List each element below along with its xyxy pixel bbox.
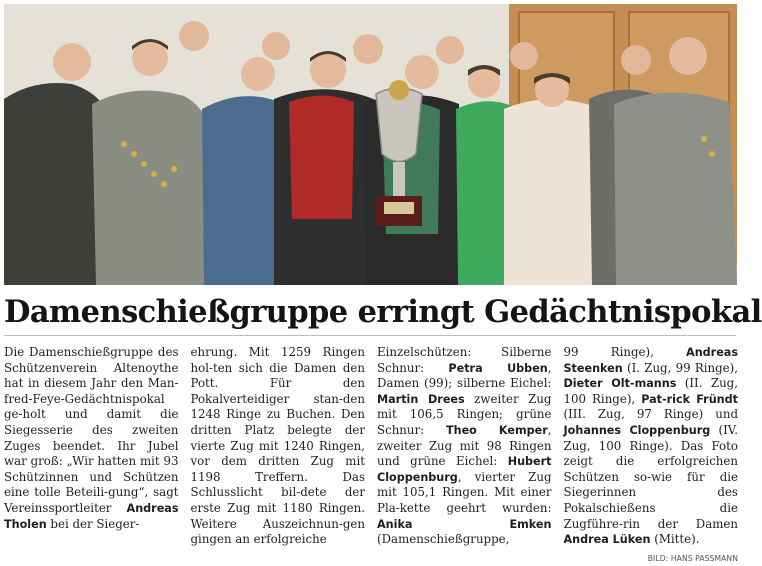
article-column-3 xyxy=(377,345,552,547)
body-text: , Damen (99); silberne Eichel: xyxy=(377,360,552,391)
article-column-2 xyxy=(190,345,366,547)
group-photo xyxy=(4,4,737,285)
body-text: Die Damenschießgruppe des Schützenverein Altenoythe hat in diesem Jahr den Man-fred-Feye-Gedächtnispokal ge-holt und damit die Siegesserie des zweiten Zuges beendet. Ihr Jubel war groß: „Wir hatten mit 93 Schützinnen und Schützen eine tolle Beteili-gung“, sagt Vereinssportleiter xyxy=(4,345,179,515)
headline-divider xyxy=(4,335,736,336)
trophy-icon xyxy=(376,80,422,226)
article-headline: Damenschießgruppe erringt Gedächtnispokal xyxy=(4,294,762,330)
person-name: Andreas Tholen xyxy=(4,501,179,531)
person-name: Anika Emken xyxy=(377,517,552,531)
body-text: (I. Zug, 99 Ringe), xyxy=(622,360,738,375)
person-name: Martin Drees xyxy=(377,392,465,406)
person-name: Andrea Lüken xyxy=(563,533,651,547)
article-body xyxy=(4,345,738,563)
body-text: zweiter Zug mit 106,5 Ringen; grüne Schnur: xyxy=(377,391,552,437)
body-text: ehrung. Mit 1259 Ringen hol-ten sich die Damen den Pott. Für den Pokalverteidiger stan-den 1248 Ringe zu Buchen. Den dritten Platz belegte der vierte Zug mit 1240 Ringen, vor dem dritten Zug mit 1198 Treffern. Das Schlusslicht bil-dete der erste Zug mit 1180 Ringen. Weitere Auszeichnun-gen gingen an erfolgreiche xyxy=(190,345,365,547)
body-text: bei der Sieger- xyxy=(46,516,140,531)
body-text: (II. Zug, 100 Ringe), xyxy=(563,376,738,406)
person-name: Pat-rick Fründt xyxy=(641,392,738,406)
person-name: Theo Kemper xyxy=(446,423,548,437)
person-name: Petra Ubben xyxy=(448,361,548,375)
body-text: (IV. Zug, 100 Ringe). Das Foto zeigt die erfolgreichen Schützen so-wie für die Siegerinnen des Pokalschießens die Zugführe-rin der Damen xyxy=(563,422,738,531)
person-name: Dieter Olt-manns xyxy=(563,377,677,391)
body-text: , zweiter Zug mit 98 Ringen und grüne Eichel: xyxy=(377,422,552,469)
body-text: , vierter Zug mit 105,1 Ringen. Mit einer Pla-kette geehrt wurden: xyxy=(377,469,552,515)
body-text: Einzelschützen: Silberne Schnur: xyxy=(377,345,552,375)
article-column-4 xyxy=(563,345,739,563)
person-name: Andreas Steenken xyxy=(563,346,738,375)
person-name: Johannes Cloppenburg xyxy=(563,423,711,437)
article-column-1 xyxy=(4,345,179,531)
body-text: 99 Ringe), xyxy=(563,345,687,359)
person-name: Hubert Cloppenburg xyxy=(377,455,552,484)
body-text: (Damenschießgruppe, xyxy=(377,532,510,547)
body-text: (Mitte). xyxy=(650,532,700,547)
group-photo-illustration xyxy=(4,4,737,285)
body-text: (III. Zug, 97 Ringe) und xyxy=(563,407,738,422)
photo-credit: BILD: HANS PASSMANN xyxy=(647,553,738,563)
